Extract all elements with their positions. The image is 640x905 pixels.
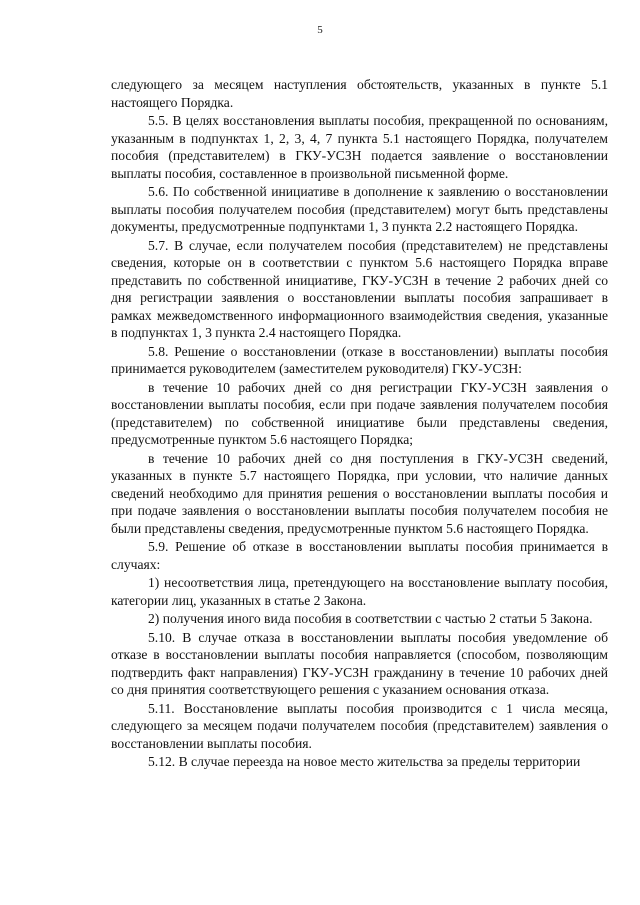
paragraph-5-8-item-1: в течение 10 рабочих дней со дня регистрации ГКУ-УСЗН заявления о восстановлении выплаты пособия, если при подаче заявления получателем пособия (представителем) по собственной инициативе были представлены сведения, предусмотренные пунктом 5.6 настоящего Порядка; bbox=[111, 379, 608, 447]
paragraph-5-9: 5.9. Решение об отказе в восстановлении выплаты пособия принимается в случаях: bbox=[111, 539, 608, 572]
paragraph-5-10: 5.10. В случае отказа в восстановлении выплаты пособия уведомление об отказе в восстановлении выплаты пособия направляется (способом, позволяющим подтвердить факт направления) ГКУ-УСЗН гражданину в течение 10 рабочих дней со дня принятия соответствующего решения с указанием основания отказа. bbox=[111, 629, 608, 697]
paragraph-5-11: 5.11. Восстановление выплаты пособия производится с 1 числа месяца, следующего за месяцем подачи получателем пособия (представителем) заявления о восстановлении выплаты пособия. bbox=[111, 700, 608, 751]
paragraph-5-9-item-2: 2) получения иного вида пособия в соответствии с частью 2 статьи 5 Закона. bbox=[148, 611, 593, 626]
paragraph-5-7: 5.7. В случае, если получателем пособия (представителем) не представлены сведения, которые он в соответствии с пунктом 5.6 настоящего Порядка вправе представить по собственной инициативе, ГКУ-УСЗН в течение 2 рабочих дней со дня регистрации заявления о восстановлении выплаты пособия запрашивает в рамках межведомственного информационного взаимодействия сведения, указанные в подпунктах 1, 3 пункта 2.4 настоящего Порядка. bbox=[111, 237, 608, 340]
paragraph-5-9-item-1: 1) несоответствия лица, претендующего на восстановление выплату пособия, категории лиц, указанных в статье 2 Закона. bbox=[111, 575, 608, 608]
paragraph-5-5: 5.5. В целях восстановления выплаты пособия, прекращенной по основаниям, указанным в подпунктах 1, 2, 3, 4, 7 пункта 5.1 настоящего Порядка, получателем пособия (представителем) в ГКУ-УСЗН подается заявление о восстановлении выплаты пособия, составленное в произвольной письменной форме. bbox=[111, 113, 608, 181]
paragraph-5-12: 5.12. В случае переезда на новое место жительства за пределы территории bbox=[148, 754, 581, 769]
document-body bbox=[111, 76, 608, 771]
paragraph-continuation: следующего за месяцем наступления обстоятельств, указанных в пункте 5.1 настоящего Порядка. bbox=[111, 77, 608, 110]
paragraph-5-6: 5.6. По собственной инициативе в дополнение к заявлению о восстановлении выплаты пособия получателем пособия (представителем) могут быть представлены документы, предусмотренные подпунктами 1, 3 пункта 2.2 настоящего Порядка. bbox=[111, 184, 608, 234]
paragraph-5-8: 5.8. Решение о восстановлении (отказе в восстановлении) выплаты пособия принимается руководителем (заместителем руководителя) ГКУ-УСЗН: bbox=[111, 343, 608, 376]
paragraph-5-8-item-2: в течение 10 рабочих дней со дня поступления в ГКУ-УСЗН сведений, указанных в пункте 5.7 настоящего Порядка, при условии, что наличие данных сведений необходимо для принятия решения о восстановлении выплаты пособия и при подаче заявления о восстановлении выплаты пособия получателем пособия не были представлены сведения, предусмотренные пунктом 5.6 настоящего Порядка. bbox=[111, 450, 608, 536]
page-number: 5 bbox=[317, 24, 323, 36]
